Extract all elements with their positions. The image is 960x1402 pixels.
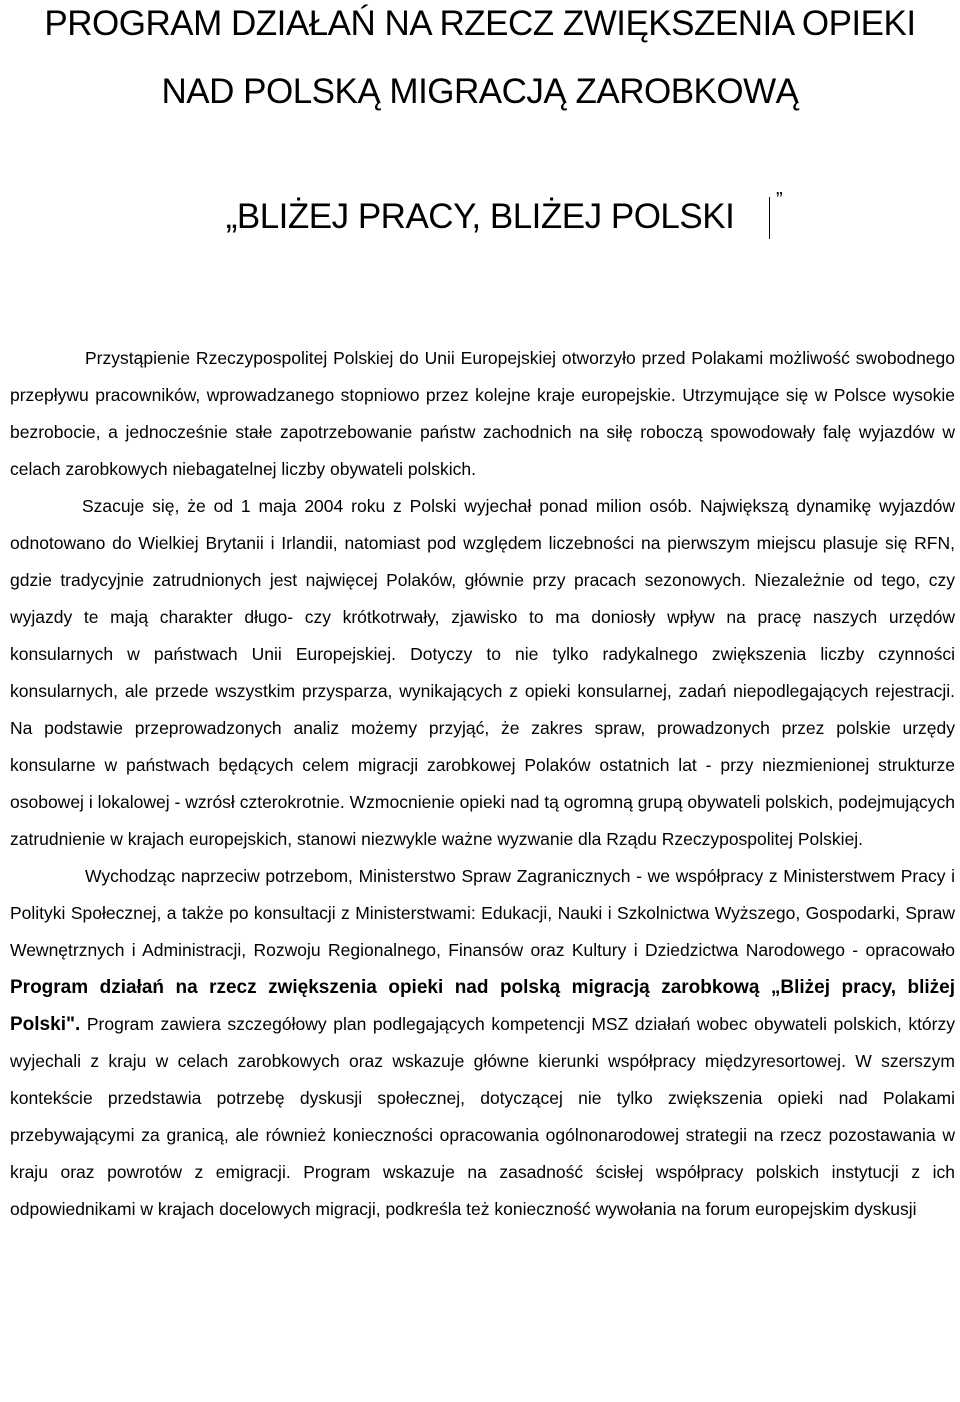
paragraph-1: Przystąpienie Rzeczypospolitej Polskiej do Unii Europejskiej otworzyło przed Polakami możliwość swobodnego przepływu pracowników, wprowadzanego stopniowo przez kolejne kraje europejskie. Utrzymujące się w Polsce wysokie bezrobocie, a jednocześnie stałe zapotrzebowanie państw zachodnich na siłę roboczą spowodowały falę wyjazdów w celach zarobkowych niebagatelnej liczby obywateli polskich. (10, 348, 955, 479)
paragraph-3-intro: Wychodząc naprzeciw potrzebom, Ministerstwo Spraw Zagranicznych - we współpracy z Ministerstwem Pracy i Polityki Społecznej, a także po konsultacji z Ministerstwami: Edukacji, Nauki i Szkolnictwa Wyższego, Gospodarki, Spraw Wewnętrznych i Administracji, Rozwoju Regionalnego, Finansów oraz Kultury i Dziedzictwa Narodowego - opracowało (10, 866, 955, 960)
program-title-bold: Program działań na rzecz zwiększenia opieki nad polską migracją zarobkową „Bliżej pracy, bliżej Polski". (10, 977, 955, 1035)
paragraph-3 (10, 858, 955, 1228)
title-line-2: NAD POLSKĄ MIGRACJĄ ZAROBKOWĄ (161, 72, 799, 111)
paragraph-3-continuation: Program zawiera szczegółowy plan podlegających kompetencji MSZ działań wobec obywateli polskich, którzy wyjechali z kraju w celach zarobkowych oraz wskazuje główne kierunki współpracy międzyresortowej. W szerszym kontekście przedstawia potrzebę dyskusji społecznej, dotyczącej nie tylko zwiększenia opieki nad Polakami przebywającymi za granicą, ale również konieczności opracowania ogólnonarodowej strategii na rzecz pozostawania w kraju oraz powrotów z emigracji. Program wskazuje na zasadność ścisłej współpracy polskich instytucji z ich odpowiednikami w krajach docelowych migracji, podkreśla też konieczność wywołania na forum europejskim dyskusji (10, 1014, 955, 1219)
subtitle-close-quote: ” (776, 189, 783, 211)
body-text (10, 340, 955, 1228)
cursor-mark (769, 197, 770, 239)
title-line-1: PROGRAM DZIAŁAŃ NA RZECZ ZWIĘKSZENIA OPIEKI (44, 4, 916, 43)
paragraph-2: Szacuje się, że od 1 maja 2004 roku z Polski wyjechał ponad milion osób. Największą dynamikę wyjazdów odnotowano do Wielkiej Brytanii i Irlandii, natomiast pod względem liczebności na pierwszym miejscu plasuje się RFN, gdzie tradycyjnie zatrudnionych jest najwięcej Polaków, głównie przy pracach sezonowych. Niezależnie od tego, czy wyjazdy te mają charakter długo- czy krótkotrwały, zjawisko to ma doniosły wpływ na pracę naszych urzędów konsularnych w państwach Unii Europejskiej. Dotyczy to nie tylko radykalnego zwiększenia liczby czynności konsularnych, ale przede wszystkim przysparza, wynikających z opieki konsularnej, zadań niepodlegających rejestracji. Na podstawie przeprowadzonych analiz możemy przyjąć, że zakres spraw, prowadzonych przez polskie urzędy konsularne w państwach będących celem migracji zarobkowej Polaków ostatnich lat - przy niezmienionej strukturze osobowej i lokalowej - wzrósł czterokrotnie. Wzmocnienie opieki nad tą ogromną grupą obywateli polskich, podejmujących zatrudnienie w krajach europejskich, stanowi niezwykle ważne wyzwanie dla Rządu Rzeczypospolitej Polskiej. (10, 496, 955, 849)
subtitle: „BLIŻEJ PRACY, BLIŻEJ POLSKI (225, 197, 735, 236)
